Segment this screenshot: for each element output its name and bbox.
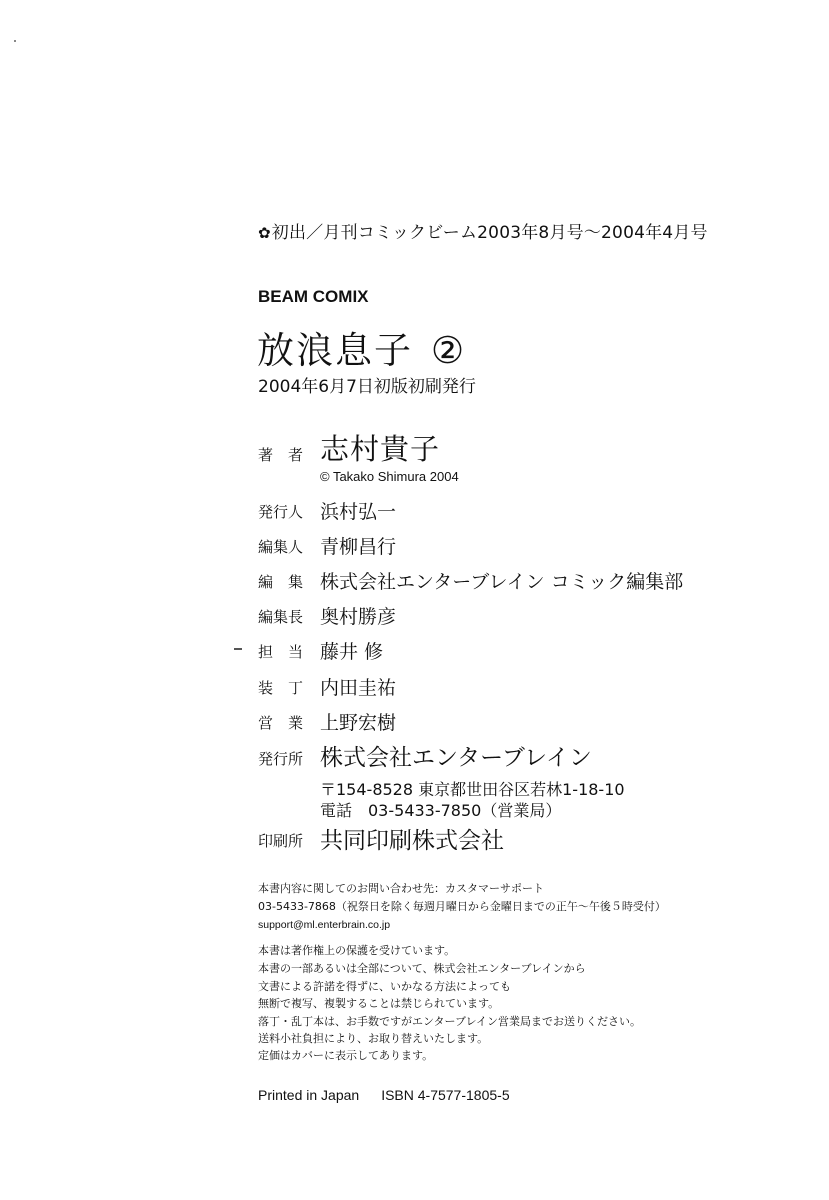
printer-label: 印刷所 (258, 832, 304, 850)
sales-label: 営 業 (258, 714, 304, 732)
printed-in-japan: Printed in Japan (258, 1087, 360, 1103)
publisher-label: 発行所 (258, 750, 304, 768)
author-label: 著 者 (258, 446, 304, 464)
first-publication-line (258, 218, 708, 243)
editor-person-name: 青柳昌行 (320, 536, 397, 558)
scan-mark (234, 648, 242, 650)
printer-name: 共同印刷株式会社 (320, 828, 504, 854)
support-email: support@ml.enterbrain.co.jp (258, 919, 391, 931)
series-label: BEAM COMIX (258, 287, 369, 306)
volume-number: ② (431, 329, 467, 372)
editing-value: 株式会社エンターブレイン コミック編集部 (320, 571, 684, 593)
editing-label: 編 集 (258, 573, 304, 591)
notice-line: 本書の一部あるいは全部について、株式会社エンターブレインから (258, 962, 586, 975)
publisher-phone: 電話 03-5433-7850（営業局） (320, 801, 562, 820)
editor-in-chief-label: 編集長 (258, 608, 304, 626)
copyright-line: © Takako Shimura 2004 (320, 469, 459, 484)
publisher-person-name: 浜村弘一 (320, 501, 397, 523)
scan-speck (14, 40, 16, 42)
title-name: 放浪息子 (257, 329, 413, 372)
design-name: 内田圭祐 (320, 677, 397, 699)
notice-line: 本書は著作権上の保護を受けています。 (258, 944, 456, 957)
notice-line: 定価はカバーに表示してあります。 (258, 1049, 434, 1062)
publication-date: 2004年6月7日初版初刷発行 (258, 377, 476, 397)
support-line-1: 本書内容に関してのお問い合わせ先：カスタマーサポート (258, 882, 544, 895)
notice-line: 無断で複写、複製することは禁じられています。 (258, 997, 500, 1010)
sales-name: 上野宏樹 (320, 712, 397, 734)
isbn: ISBN 4-7577-1805-5 (381, 1087, 510, 1103)
publisher-person-label: 発行人 (258, 503, 304, 521)
flower-icon: ✿ (258, 224, 271, 242)
support-line-2: 03-5433-7868（祝祭日を除く毎週月曜日から金曜日までの正午～午後５時受付） (258, 900, 666, 913)
book-title (257, 320, 466, 374)
editor-in-chief-name: 奥村勝彦 (320, 606, 397, 628)
author-name: 志村貴子 (320, 432, 441, 466)
publisher-name: 株式会社エンターブレイン (320, 745, 592, 771)
footer-line (258, 1087, 510, 1103)
notice-line: 文書による許諾を得ずに、いかなる方法によっても (258, 980, 511, 993)
notice-line: 送料小社負担により、お取り替えいたします。 (258, 1032, 489, 1045)
publisher-address: 〒154-8528 東京都世田谷区若林1-18-10 (320, 780, 625, 799)
in-charge-label: 担 当 (258, 643, 304, 661)
in-charge-name: 藤井 修 (320, 641, 384, 663)
editor-person-label: 編集人 (258, 538, 304, 556)
design-label: 装 丁 (258, 679, 304, 697)
notice-line: 落丁・乱丁本は、お手数ですがエンターブレイン営業局までお送りください。 (258, 1015, 642, 1028)
first-publication-text: 初出／月刊コミックビーム2003年8月号～2004年4月号 (271, 223, 708, 243)
